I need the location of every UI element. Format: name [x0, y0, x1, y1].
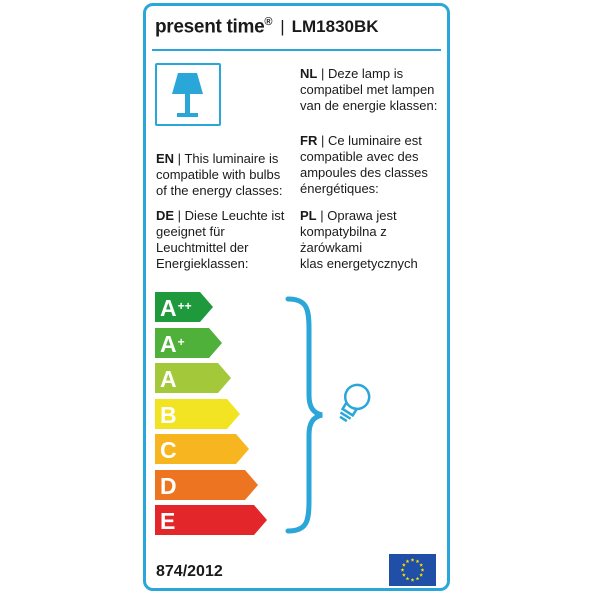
text-fr-line [300, 133, 428, 149]
text-de-line [156, 240, 284, 256]
curly-brace [285, 295, 325, 535]
eu-star [406, 577, 410, 581]
energy-class-letter: A [160, 366, 177, 392]
text-pl-line [300, 256, 418, 272]
eu-star [411, 558, 415, 562]
text-fr [300, 133, 428, 197]
text-nl-line [300, 98, 437, 114]
text-pl [300, 208, 418, 272]
energy-class-letter: D [160, 472, 177, 499]
eu-star [406, 559, 410, 563]
text-pl-line [300, 240, 418, 256]
text-nl-line [300, 82, 437, 98]
language-separator: | [316, 208, 328, 223]
text-de-content: Diese Leuchte ist [184, 208, 285, 223]
eu-flag-icon [389, 554, 436, 586]
text-pl-content: Oprawa jest [327, 208, 397, 223]
text-pl-content: kompatybilna z [300, 224, 387, 239]
language-code: DE [156, 208, 175, 223]
text-de-content: Energieklassen: [156, 256, 249, 271]
energy-class-suffix: ++ [177, 299, 192, 313]
text-nl-content: van de energie klassen: [300, 98, 438, 113]
energy-class-ap [155, 328, 222, 358]
regulation-number: 874/2012 [156, 563, 223, 580]
header-rule [152, 49, 441, 51]
energy-class-letter: A++ [160, 295, 192, 321]
language-separator: | [174, 208, 185, 223]
text-pl-content: klas energetycznych [300, 256, 418, 271]
language-separator: | [174, 151, 185, 166]
language-code: NL [300, 66, 318, 81]
text-fr-content: ampoules des classes [300, 165, 428, 180]
energy-class-app [155, 292, 213, 322]
eu-star [401, 568, 405, 572]
language-separator: | [317, 66, 328, 81]
table-lamp-icon [155, 63, 221, 126]
text-pl-line [300, 224, 418, 240]
text-en [156, 151, 282, 199]
text-fr-content: énergétiques: [300, 181, 379, 196]
brand-name: present time® [155, 15, 273, 38]
text-nl [300, 66, 437, 114]
energy-class-c [155, 434, 249, 464]
energy-class-e [155, 505, 267, 535]
text-de-content: geeignet für [156, 224, 225, 239]
eu-star [402, 573, 406, 577]
text-en-line [156, 151, 282, 167]
text-nl-line [300, 66, 437, 82]
eu-star [419, 563, 423, 567]
text-fr-line [300, 181, 428, 197]
text-de-line [156, 208, 284, 224]
text-fr-line [300, 165, 428, 181]
text-fr-content: Ce luminaire est [327, 133, 422, 148]
text-de-line [156, 256, 284, 272]
label-header [155, 12, 379, 42]
text-fr-line [300, 149, 428, 165]
text-en-content: compatible with bulbs [156, 167, 281, 182]
text-en-line [156, 183, 282, 199]
language-code: FR [300, 133, 318, 148]
language-code: PL [300, 208, 317, 223]
light-bulb-icon [330, 380, 385, 428]
text-fr-content: compatible avec des [300, 149, 419, 164]
eu-star [416, 577, 420, 581]
header-separator: | [280, 17, 285, 36]
text-en-content: of the energy classes: [156, 183, 283, 198]
text-nl-content: compatibel met lampen [300, 82, 435, 97]
energy-class-d [155, 470, 258, 500]
text-de-content: Leuchtmittel der [156, 240, 249, 255]
text-en-content: This luminaire is [184, 151, 279, 166]
text-nl-content: Deze lamp is [327, 66, 404, 81]
energy-class-letter: A+ [160, 330, 185, 357]
energy-class-b [155, 399, 240, 429]
energy-class-a [155, 363, 231, 393]
eu-star [421, 568, 425, 572]
text-de-line [156, 224, 284, 240]
model-number: LM1830BK [291, 17, 379, 36]
text-en-line [156, 167, 282, 183]
eu-star [419, 573, 423, 577]
text-de [156, 208, 284, 272]
energy-class-letter: B [160, 401, 177, 428]
energy-class-letter: C [160, 437, 177, 463]
energy-class-letter: E [160, 508, 176, 534]
text-pl-content: żarówkami [300, 240, 363, 255]
language-code: EN [156, 151, 175, 166]
energy-class-suffix: + [177, 334, 185, 349]
eu-star [416, 559, 420, 563]
language-separator: | [317, 133, 328, 148]
eu-star [411, 578, 415, 582]
registered-mark: ® [264, 15, 273, 28]
text-pl-line [300, 208, 418, 224]
eu-star [402, 563, 406, 567]
